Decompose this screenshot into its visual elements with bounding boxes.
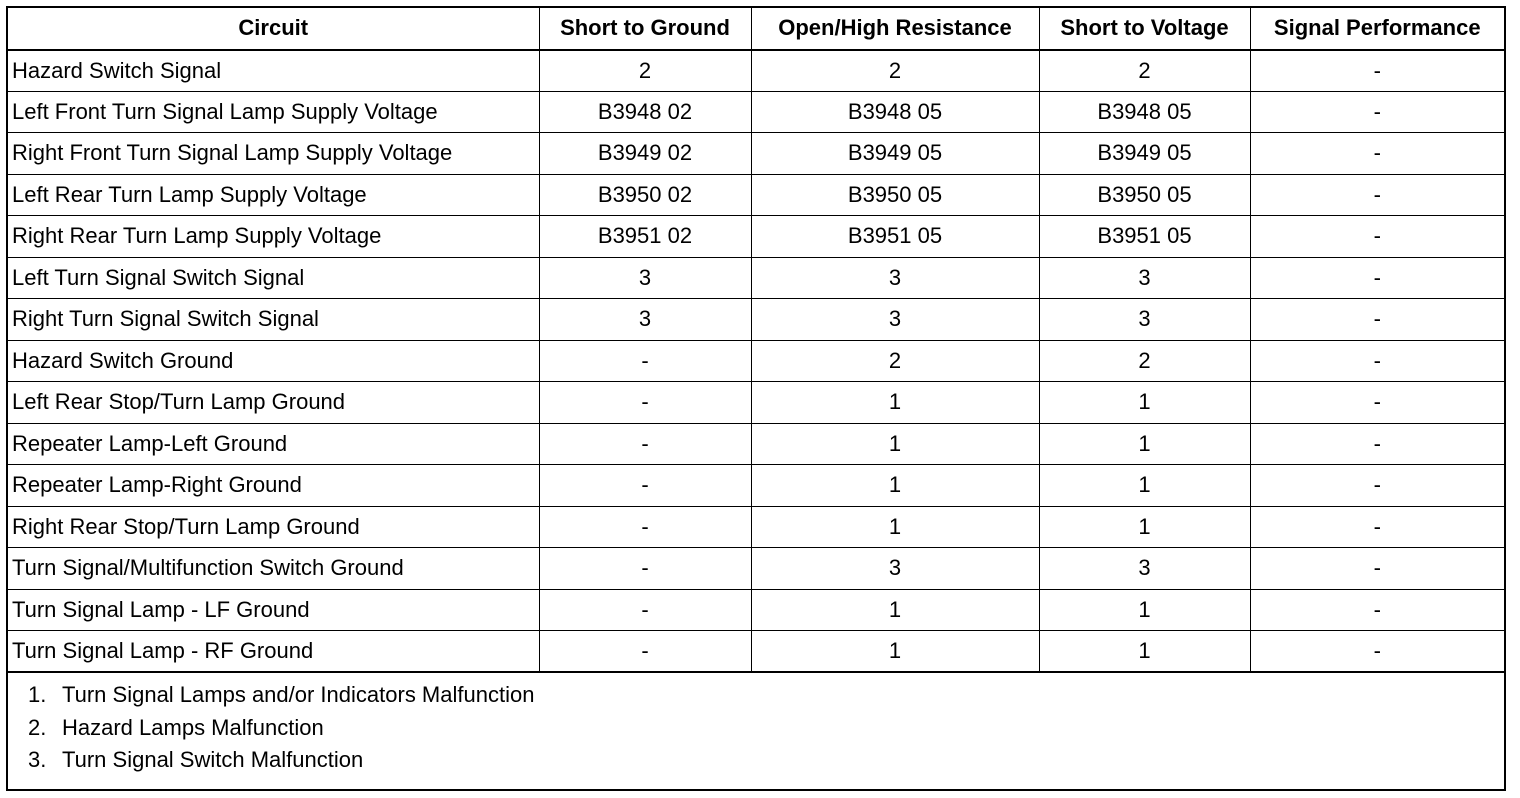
cell-signal-performance: - <box>1250 548 1504 590</box>
table-row <box>8 631 1504 673</box>
table-row <box>8 257 1504 299</box>
footnote-item <box>28 744 1504 777</box>
table-row <box>8 50 1504 92</box>
cell-circuit: Turn Signal Lamp - RF Ground <box>8 631 539 673</box>
cell-circuit: Turn Signal Lamp - LF Ground <box>8 589 539 631</box>
cell-signal-performance: - <box>1250 589 1504 631</box>
table-row <box>8 133 1504 175</box>
cell-open-high-resistance: 1 <box>751 631 1039 673</box>
cell-short-to-ground: 3 <box>539 257 751 299</box>
cell-open-high-resistance: B3948 05 <box>751 91 1039 133</box>
cell-open-high-resistance: 3 <box>751 548 1039 590</box>
cell-short-to-voltage: 1 <box>1039 506 1250 548</box>
footnote-item <box>28 712 1504 745</box>
cell-circuit: Left Rear Stop/Turn Lamp Ground <box>8 382 539 424</box>
header-short-to-ground: Short to Ground <box>539 8 751 50</box>
cell-short-to-ground: - <box>539 340 751 382</box>
cell-short-to-ground: - <box>539 548 751 590</box>
cell-short-to-ground: B3951 02 <box>539 216 751 258</box>
table-row <box>8 299 1504 341</box>
cell-short-to-ground: - <box>539 631 751 673</box>
cell-short-to-ground: - <box>539 589 751 631</box>
cell-circuit: Right Front Turn Signal Lamp Supply Voltage <box>8 133 539 175</box>
header-short-to-voltage: Short to Voltage <box>1039 8 1250 50</box>
cell-short-to-ground: B3950 02 <box>539 174 751 216</box>
cell-open-high-resistance: 3 <box>751 257 1039 299</box>
circuit-table <box>8 8 1504 673</box>
cell-open-high-resistance: 1 <box>751 465 1039 507</box>
cell-open-high-resistance: 1 <box>751 506 1039 548</box>
cell-short-to-voltage: 1 <box>1039 382 1250 424</box>
table-row <box>8 465 1504 507</box>
cell-open-high-resistance: B3949 05 <box>751 133 1039 175</box>
table-row <box>8 216 1504 258</box>
cell-signal-performance: - <box>1250 465 1504 507</box>
cell-signal-performance: - <box>1250 340 1504 382</box>
cell-circuit: Turn Signal/Multifunction Switch Ground <box>8 548 539 590</box>
header-signal-performance: Signal Performance <box>1250 8 1504 50</box>
cell-short-to-voltage: 3 <box>1039 257 1250 299</box>
cell-short-to-voltage: 1 <box>1039 631 1250 673</box>
cell-open-high-resistance: 3 <box>751 299 1039 341</box>
cell-open-high-resistance: B3950 05 <box>751 174 1039 216</box>
cell-signal-performance: - <box>1250 257 1504 299</box>
table-header-row <box>8 8 1504 50</box>
cell-signal-performance: - <box>1250 423 1504 465</box>
table-row <box>8 548 1504 590</box>
cell-short-to-voltage: B3950 05 <box>1039 174 1250 216</box>
cell-short-to-ground: 3 <box>539 299 751 341</box>
cell-open-high-resistance: 2 <box>751 50 1039 92</box>
cell-short-to-voltage: 1 <box>1039 465 1250 507</box>
header-open-high-resistance: Open/High Resistance <box>751 8 1039 50</box>
table-body <box>8 50 1504 673</box>
cell-short-to-voltage: 3 <box>1039 299 1250 341</box>
table-row <box>8 423 1504 465</box>
cell-short-to-voltage: 3 <box>1039 548 1250 590</box>
cell-signal-performance: - <box>1250 299 1504 341</box>
dtc-circuit-table-frame <box>6 6 1506 791</box>
cell-circuit: Repeater Lamp-Right Ground <box>8 465 539 507</box>
footnote-item <box>28 679 1504 712</box>
cell-circuit: Right Rear Turn Lamp Supply Voltage <box>8 216 539 258</box>
cell-signal-performance: - <box>1250 216 1504 258</box>
cell-open-high-resistance: B3951 05 <box>751 216 1039 258</box>
table-row <box>8 589 1504 631</box>
cell-short-to-ground: - <box>539 465 751 507</box>
cell-short-to-voltage: B3949 05 <box>1039 133 1250 175</box>
footnote-number: 3. <box>28 747 47 772</box>
cell-open-high-resistance: 1 <box>751 382 1039 424</box>
cell-open-high-resistance: 2 <box>751 340 1039 382</box>
cell-signal-performance: - <box>1250 50 1504 92</box>
cell-signal-performance: - <box>1250 133 1504 175</box>
table-row <box>8 174 1504 216</box>
header-circuit: Circuit <box>8 8 539 50</box>
cell-short-to-voltage: 2 <box>1039 50 1250 92</box>
cell-circuit: Hazard Switch Signal <box>8 50 539 92</box>
cell-short-to-voltage: 1 <box>1039 423 1250 465</box>
table-row <box>8 340 1504 382</box>
footnote-number: 1. <box>28 682 47 707</box>
cell-short-to-voltage: B3951 05 <box>1039 216 1250 258</box>
cell-short-to-ground: - <box>539 423 751 465</box>
cell-short-to-voltage: 1 <box>1039 589 1250 631</box>
cell-short-to-ground: B3948 02 <box>539 91 751 133</box>
footnote-text: Turn Signal Switch Malfunction <box>62 747 364 772</box>
cell-circuit: Left Turn Signal Switch Signal <box>8 257 539 299</box>
cell-open-high-resistance: 1 <box>751 423 1039 465</box>
cell-short-to-voltage: 2 <box>1039 340 1250 382</box>
cell-circuit: Right Rear Stop/Turn Lamp Ground <box>8 506 539 548</box>
cell-short-to-voltage: B3948 05 <box>1039 91 1250 133</box>
cell-signal-performance: - <box>1250 631 1504 673</box>
cell-signal-performance: - <box>1250 382 1504 424</box>
cell-circuit: Right Turn Signal Switch Signal <box>8 299 539 341</box>
cell-short-to-ground: - <box>539 382 751 424</box>
cell-open-high-resistance: 1 <box>751 589 1039 631</box>
cell-short-to-ground: - <box>539 506 751 548</box>
cell-short-to-ground: B3949 02 <box>539 133 751 175</box>
cell-circuit: Repeater Lamp-Left Ground <box>8 423 539 465</box>
cell-circuit: Left Front Turn Signal Lamp Supply Voltage <box>8 91 539 133</box>
cell-signal-performance: - <box>1250 174 1504 216</box>
table-row <box>8 91 1504 133</box>
table-row <box>8 382 1504 424</box>
footnotes <box>8 673 1504 777</box>
cell-circuit: Left Rear Turn Lamp Supply Voltage <box>8 174 539 216</box>
cell-signal-performance: - <box>1250 506 1504 548</box>
cell-short-to-ground: 2 <box>539 50 751 92</box>
cell-signal-performance: - <box>1250 91 1504 133</box>
footnote-text: Hazard Lamps Malfunction <box>62 714 324 740</box>
table-row <box>8 506 1504 548</box>
footnote-text: Turn Signal Lamps and/or Indicators Malfunction <box>62 682 535 707</box>
footnote-number: 2. <box>28 714 47 740</box>
cell-circuit: Hazard Switch Ground <box>8 340 539 382</box>
